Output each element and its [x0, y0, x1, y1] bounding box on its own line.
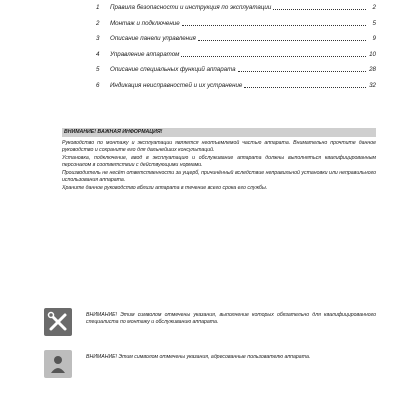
toc-leader	[182, 16, 366, 26]
toc-leader	[198, 31, 366, 41]
toc-entry[interactable]	[96, 0, 376, 16]
toc-page: 2	[372, 4, 376, 11]
table-of-contents	[96, 0, 376, 93]
toc-page: 9	[372, 35, 376, 42]
notice-paragraph: Установка, подключение, ввод в эксплуатацию и обслуживание аппарата должны выполняться квалифицированным персоналом в соответствии с действующими нормами.	[62, 154, 376, 168]
toc-entry[interactable]	[96, 16, 376, 32]
installer-note	[44, 308, 376, 336]
toc-leader	[181, 47, 366, 57]
toc-entry[interactable]	[96, 62, 376, 78]
toc-number: 6	[96, 81, 100, 89]
toc-number: 1	[96, 4, 100, 11]
user-icon-graphic	[47, 353, 69, 375]
notice-heading: ВНИМАНИЕ! ВАЖНАЯ ИНФОРМАЦИЯ!	[62, 128, 376, 137]
toc-page: 28	[369, 66, 376, 73]
toc-entry[interactable]	[96, 78, 376, 94]
toc-number: 5	[96, 66, 100, 73]
toc-page: 32	[369, 81, 376, 89]
toc-page: 5	[372, 19, 376, 27]
toc-number: 3	[96, 35, 100, 42]
toc-leader	[238, 62, 366, 72]
notice-paragraph: Производитель не несёт ответственности за ущерб, причинённый вследствие неправильной установки или неправильного использования аппарата.	[62, 169, 376, 183]
toc-title: Описание панели управления	[110, 35, 196, 42]
tools-icon	[44, 308, 72, 336]
user-note	[44, 350, 376, 378]
user-icon	[44, 350, 72, 378]
important-notice	[62, 128, 376, 193]
note-text: ВНИМАНИЕ! Этим символом отмечены указания, выполнение которых обязательно для квалифицированного специалиста по монтажу и обслуживанию аппарата.	[86, 312, 376, 326]
toc-title: Управление аппаратом	[110, 50, 180, 58]
toc-leader	[273, 0, 366, 10]
tools-icon-graphic	[47, 311, 69, 333]
toc-title: Монтаж и подключение	[110, 19, 180, 27]
toc-title: Описание специальных функций аппарата	[110, 66, 236, 73]
toc-number: 4	[96, 50, 100, 58]
toc-page: 10	[369, 50, 376, 58]
toc-number: 2	[96, 19, 100, 27]
toc-title: Индикация неисправностей и их устранение	[110, 81, 243, 89]
toc-entry[interactable]	[96, 31, 376, 47]
toc-entry[interactable]	[96, 47, 376, 63]
toc-leader	[244, 78, 366, 88]
toc-title: Правила безопасности и инструкция по эксплуатации	[110, 4, 272, 11]
note-text: ВНИМАНИЕ! Этим символом отмечены указания, адресованные пользователю аппарата.	[86, 354, 311, 360]
notice-paragraph: Храните данное руководство вблизи аппарата в течение всего срока его службы.	[62, 185, 268, 192]
notice-paragraph: Руководство по монтажу и эксплуатации является неотъемлемой частью аппарата. Внимательно прочтите данное руководство и сохраните его для дальнейших консультаций.	[62, 139, 376, 153]
